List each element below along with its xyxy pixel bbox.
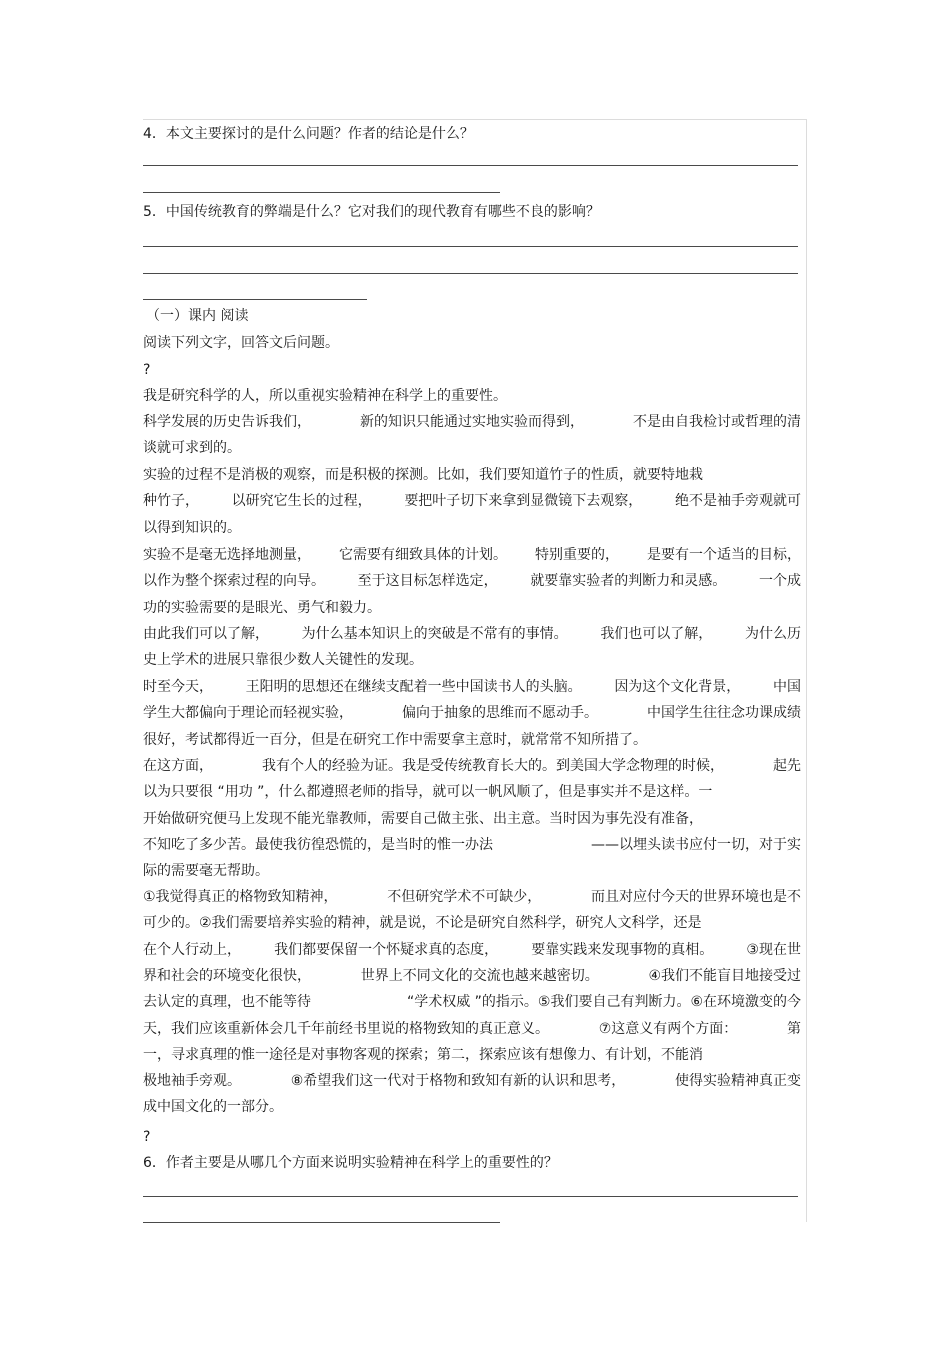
passage-text-segment: ——以埋头读书应付一切，对于实 [591, 837, 801, 853]
passage-text-segment: 我们都要保留一个怀疑求真的态度， [274, 942, 499, 958]
section-instruction: 阅读下列文字，回答文后问题。 [143, 335, 339, 351]
passage-line [143, 1045, 801, 1065]
passage-text-segment: 在个人行动上， [143, 942, 241, 958]
passage-text-segment: 学生大都偏向于理论而轻视实验， [143, 705, 353, 721]
passage-text-segment: 种竹子， [143, 493, 199, 509]
passage-line [143, 624, 801, 644]
passage-text-segment: 世界上不同文化的交流也越来越密切。 [360, 968, 599, 984]
passage-text-segment: 科学发展的历史告诉我们， [143, 414, 311, 430]
question-6: 6．作者主要是从哪几个方面来说明实验精神在科学上的重要性的？ [143, 1155, 558, 1171]
passage-text-segment: 界和社会的环境变化很快， [143, 968, 311, 984]
answer-line[interactable] [143, 273, 798, 274]
passage-text-segment: 以得到知识的。 [143, 520, 241, 536]
page-frame-right [806, 119, 807, 1222]
passage-text-segment: 时至今天， [143, 679, 213, 695]
passage-text-segment: 偏向于抽象的思维而不愿动手。 [402, 705, 598, 721]
passage-text-segment: 一，寻求真理的惟一途径是对事物客观的探索；第二，探索应该有想像力、有计划，不能消 [143, 1047, 703, 1063]
passage-text-segment: 中国 [772, 679, 801, 695]
passage-line [143, 782, 801, 802]
passage-text-segment: 不是由自我检讨或哲理的清 [633, 414, 801, 430]
passage-line [143, 887, 801, 907]
passage-text-segment: 它需要有细致具体的计划。 [339, 547, 507, 563]
passage-text-segment: 起先 [773, 758, 801, 774]
passage-text-segment: 使得实验精神真正变 [675, 1073, 801, 1089]
question-5: 5．中国传统教育的弊端是什么？它对我们的现代教育有哪些不良的影响？ [143, 204, 600, 220]
passage-text-segment: 天，我们应该重新体会几千年前经书里说的格物致知的真正意义。 [143, 1021, 549, 1037]
passage-text-segment: 很好，考试都得近一百分，但是在研究工作中需要拿主意时，就常常不知所措了。 [143, 732, 647, 748]
passage-text-segment: 可少的。②我们需要培养实验的精神，就是说，不论是研究自然科学，研究人文科学，还是 [143, 915, 702, 931]
passage-text-segment: 要把叶子切下来拿到显微镜下去观察， [404, 493, 643, 509]
section-title: （一）课内 阅读 [146, 308, 249, 324]
passage-line [143, 992, 801, 1012]
passage-text-segment: 不但研究学术不可缺少， [387, 889, 542, 905]
passage-paragraph-1: 我是研究科学的人，所以重视实验精神在科学上的重要性。 [143, 388, 507, 404]
passage-text-segment: ③现在世 [746, 942, 801, 958]
passage-text-segment: 特别重要的， [535, 547, 619, 563]
answer-line[interactable] [143, 1222, 500, 1223]
passage-text-segment: 就要靠实验者的判断力和灵感。 [530, 573, 727, 589]
passage-text-segment: 以作为整个探索过程的向导。 [143, 573, 325, 589]
passage-text-segment: 因为这个文化背景， [614, 679, 741, 695]
answer-line[interactable] [143, 246, 798, 247]
passage-line [143, 518, 801, 538]
passage-text-segment: 开始做研究便马上发现不能光靠教师，需要自己做主张、出主意。当时因为事先没有准备， [143, 811, 703, 827]
passage-text-segment: ⑦这意义有两个方面： [598, 1021, 738, 1037]
passage-text-segment: 不知吃了多少苦。最使我彷徨恐慌的，是当时的惟一办法 [143, 837, 493, 853]
passage-end-marker: ? [143, 1129, 151, 1145]
passage-line [143, 438, 801, 458]
passage-line [143, 1071, 801, 1091]
passage-line [143, 1019, 801, 1039]
passage-text-segment: 史上学术的进展只靠很少数人关键性的发现。 [143, 652, 423, 668]
passage-text-segment: 至于这目标怎样选定， [357, 573, 498, 589]
passage-line [143, 756, 801, 776]
passage-text-segment: ⑧希望我们这一代对于格物和致知有新的认识和思考， [290, 1073, 626, 1089]
passage-text-segment: 要靠实践来发现事物的真相。 [531, 942, 714, 958]
passage-text-segment: “学术权威 ”的指示。⑤我们要自己有判断力。⑥在环境激变的今 [406, 994, 801, 1010]
passage-text-segment: 在这方面， [143, 758, 213, 774]
passage-text-segment: 以为只要很 “用功 ”，什么都遵照老师的指导，就可以一帆风顺了，但是事实并不是这样。一 [143, 784, 713, 800]
passage-line [143, 940, 801, 960]
passage-text-segment: 王阳明的思想还在继续支配着一些中国读书人的头脑。 [245, 679, 582, 695]
passage-line [143, 730, 801, 750]
passage-line [143, 703, 801, 723]
passage-text-segment: ①我觉得真正的格物致知精神， [143, 889, 338, 905]
passage-text-segment: 我有个人的经验为证。我是受传统教育长大的。到美国大学念物理的时候， [262, 758, 724, 774]
passage-line [143, 650, 801, 670]
passage-line [143, 966, 801, 986]
passage-text-segment: 以研究它生长的过程， [231, 493, 372, 509]
answer-line[interactable] [143, 1196, 798, 1197]
passage-text-segment: 极地袖手旁观。 [143, 1073, 241, 1089]
question-4: 4．本文主要探讨的是什么问题？作者的结论是什么？ [143, 126, 474, 142]
passage-line [143, 861, 801, 881]
answer-line[interactable] [143, 299, 367, 300]
passage-text-segment: 成中国文化的一部分。 [143, 1099, 283, 1115]
passage-text-segment: ④我们不能盲目地接受过 [648, 968, 801, 984]
passage-line [143, 571, 801, 591]
passage-text-segment: 实验不是毫无选择地测量， [143, 547, 311, 563]
passage-text-segment: 功的实验需要的是眼光、勇气和毅力。 [143, 600, 381, 616]
passage-text-segment: 由此我们可以了解， [143, 626, 269, 642]
passage-line [143, 491, 801, 511]
answer-line[interactable] [143, 192, 500, 193]
passage-text-segment: 第 [787, 1021, 801, 1037]
passage-line [143, 809, 801, 829]
passage-line [143, 1097, 801, 1117]
passage-text-segment: 谈就可求到的。 [143, 440, 241, 456]
passage-line [143, 677, 801, 697]
passage-text-segment: 为什么基本知识上的突破是不常有的事情。 [301, 626, 568, 642]
passage-line [143, 835, 801, 855]
passage-text-segment: 为什么历 [744, 626, 801, 642]
passage-line [143, 465, 801, 485]
page-frame-top [143, 119, 806, 120]
passage-line [143, 412, 801, 432]
passage-start-marker: ? [143, 362, 151, 378]
passage-text-segment: 去认定的真理，也不能等待 [143, 994, 311, 1010]
passage-text-segment: 际的需要毫无帮助。 [143, 863, 269, 879]
passage-text-segment: 是要有一个适当的目标， [647, 547, 801, 563]
passage-line [143, 913, 801, 933]
passage-text-segment: 实验的过程不是消极的观察，而是积极的探测。比如，我们要知道竹子的性质，就要特地栽 [143, 467, 703, 483]
passage-text-segment: 而且对应付今天的世界环境也是不 [591, 889, 801, 905]
answer-line[interactable] [143, 165, 798, 166]
passage-line [143, 598, 801, 618]
passage-text-segment: 新的知识只能通过实地实验而得到， [360, 414, 584, 430]
passage-text-segment: 一个成 [758, 573, 801, 589]
passage-text-segment: 我们也可以了解， [600, 626, 713, 642]
passage-text-segment: 中国学生往往念功课成绩 [647, 705, 801, 721]
passage-line [143, 545, 801, 565]
passage-text-segment: 绝不是袖手旁观就可 [674, 493, 801, 509]
